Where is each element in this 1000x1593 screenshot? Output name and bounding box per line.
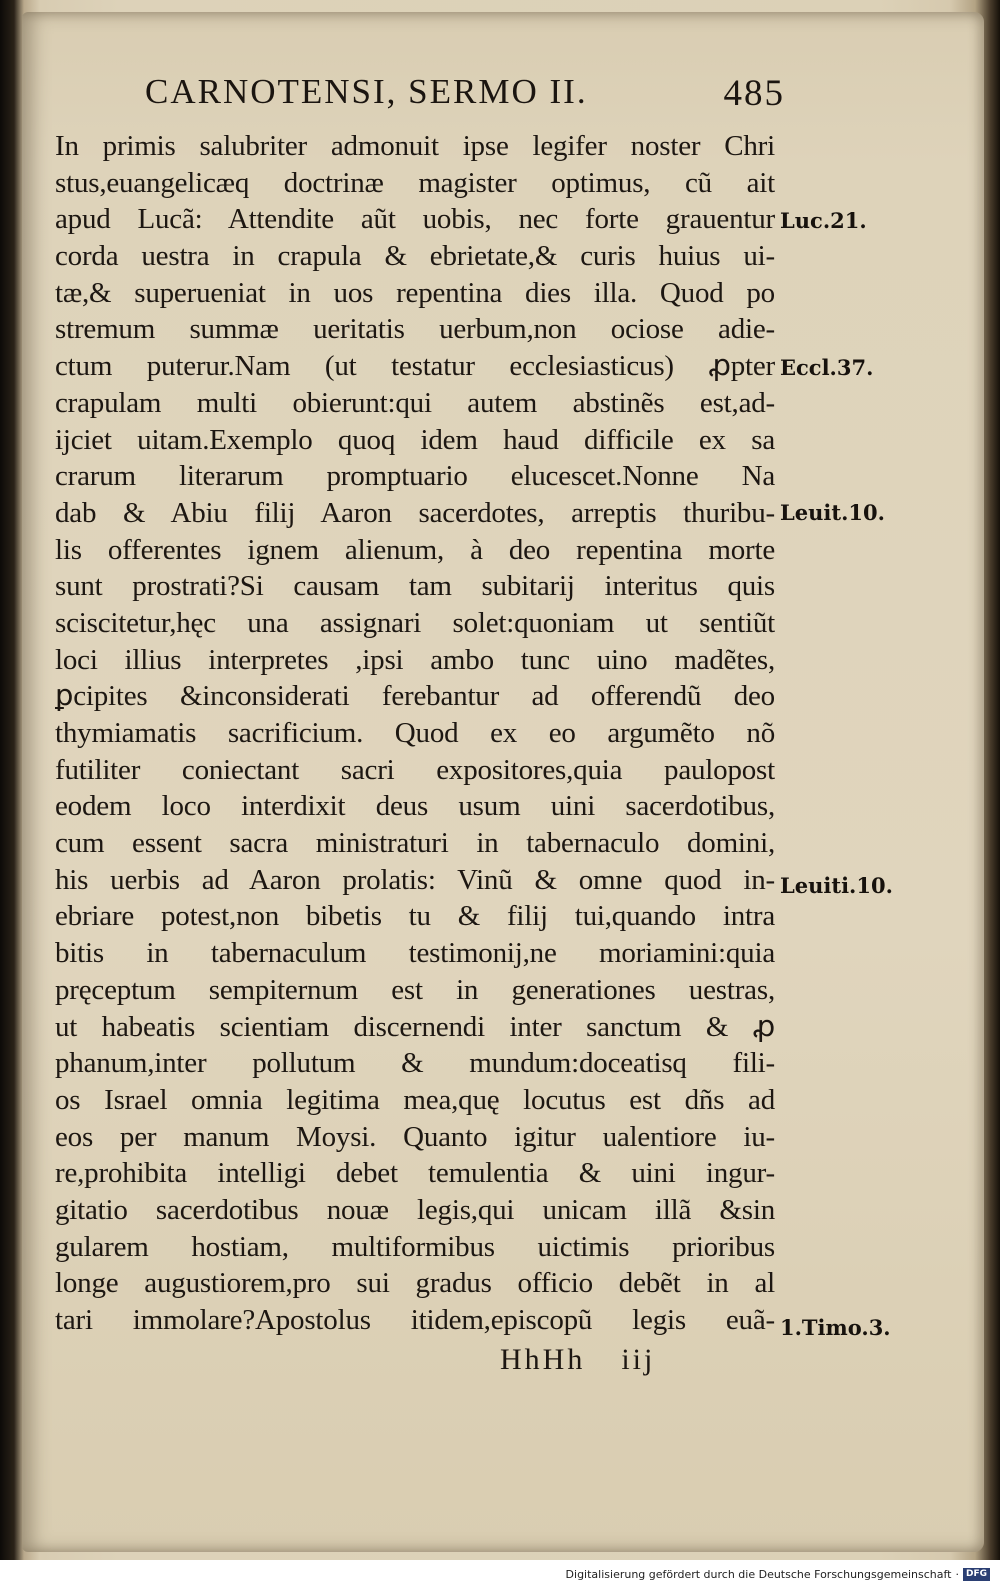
text-line: apud Lucã: Attendite aũt uobis, nec forte grauentur: [55, 203, 775, 236]
text-line: ꝑcipites &inconsiderati ferebantur ad offerendũ deo: [55, 680, 775, 713]
signature-letters: HhHh: [500, 1343, 586, 1376]
text-line: dab & Abiu filij Aaron sacerdotes, arreptis thuribu-: [55, 496, 775, 529]
text-line: ebriare potest,non bibetis tu & filij tui,quando intra: [55, 900, 775, 933]
text-line: eos per manum Moysi. Quanto igitur ualentiore iu-: [55, 1120, 775, 1153]
body-text: [55, 128, 775, 1339]
text-line: stremum summæ ueritatis uerbum,non ociose adie-: [55, 313, 775, 346]
page-number: 485: [723, 73, 785, 114]
margin-note-luc: Luc.21.: [780, 208, 867, 233]
text-line: tæ,& superueniat in uos repentina dies illa. Quod po: [55, 276, 775, 309]
credit-text: Digitalisierung gefördert durch die Deutsche Forschungsgemeinschaft: [565, 1568, 952, 1581]
text-line: thymiamatis sacrificium. Quod ex eo argumẽto nõ: [55, 717, 775, 749]
text-line: bitis in tabernaculum testimonij,ne moriamini:quia: [55, 937, 775, 970]
text-line: ut habeatis scientiam discernendi inter sanctum & ꝓ: [55, 1010, 775, 1043]
signature-mark: [500, 1343, 655, 1377]
text-line: crapulam multi obierunt:qui autem abstinẽs est,ad-: [55, 386, 775, 419]
text-line: gularem hostiam, multiformibus uictimis prioribus: [55, 1230, 775, 1263]
text-line: sciscitetur,hęc una assignari solet:quoniam ut sentiũt: [55, 606, 775, 639]
margin-note-leuit: Leuit.10.: [780, 500, 885, 525]
text-line: phanum,inter pollutum & mundum:doceatisq fili-: [55, 1047, 775, 1080]
margin-note-timo: 1.Timo.3.: [780, 1315, 891, 1340]
text-line: futiliter coniectant sacri expositores,quia paulopost: [55, 753, 775, 786]
text-line: os Israel omnia legitima mea,quę locutus est dñs ad: [55, 1083, 775, 1116]
text-line: lis offerentes ignem alienum, à deo repentina morte: [55, 533, 775, 566]
margin-note-eccl: Eccl.37.: [780, 355, 874, 380]
text-line: sunt prostrati?Si causam tam subitarij interitus quis: [55, 570, 775, 603]
text-line: pręceptum sempiternum est in generationes uestras,: [55, 973, 775, 1006]
text-line: eodem loco interdixit deus usum uini sacerdotibus,: [55, 790, 775, 823]
signature-number: iij: [621, 1343, 656, 1376]
text-line: loci illius interpretes ,ipsi ambo tunc uino madẽtes,: [55, 643, 775, 676]
running-head-title: CARNOTENSI, SERMO II.: [145, 72, 588, 111]
text-line: gitatio sacerdotibus nouæ legis,qui unicam illã &sin: [55, 1193, 775, 1226]
digitization-credit: Digitalisierung gefördert durch die Deutsche Forschungsgemeinschaft · DFG: [566, 1568, 990, 1581]
running-head: [145, 68, 785, 124]
text-line: corda uestra in crapula & ebrietate,& curis huius ui-: [55, 240, 775, 273]
text-line: stus,euangelicæq doctrinæ magister optimus, cũ ait: [55, 166, 775, 199]
text-line: crarum literarum promptuario elucescet.Nonne Na: [55, 460, 775, 493]
text-line: tari immolare?Apostolus itidem,episcopũ legis euã-: [55, 1304, 775, 1336]
text-line: ctum puterur.Nam (ut testatur ecclesiasticus) ꝓpter: [55, 350, 775, 383]
text-line: his uerbis ad Aaron prolatis: Vinũ & omne quod in-: [55, 863, 775, 896]
text-line: longe augustiorem,pro sui gradus officio debẽt in al: [55, 1267, 775, 1300]
text-line: In primis salubriter admonuit ipse legifer noster Chri: [55, 130, 775, 162]
text-line: cum essent sacra ministraturi in tabernaculo domini,: [55, 827, 775, 860]
margin-note-leuiti: Leuiti.10.: [780, 873, 893, 898]
dfg-logo: DFG: [963, 1568, 990, 1581]
text-line: ijciet uitam.Exemplo quoq idem haud difficile ex sa: [55, 423, 775, 456]
text-line: re,prohibita intelligi debet temulentia & uini ingur-: [55, 1157, 775, 1190]
